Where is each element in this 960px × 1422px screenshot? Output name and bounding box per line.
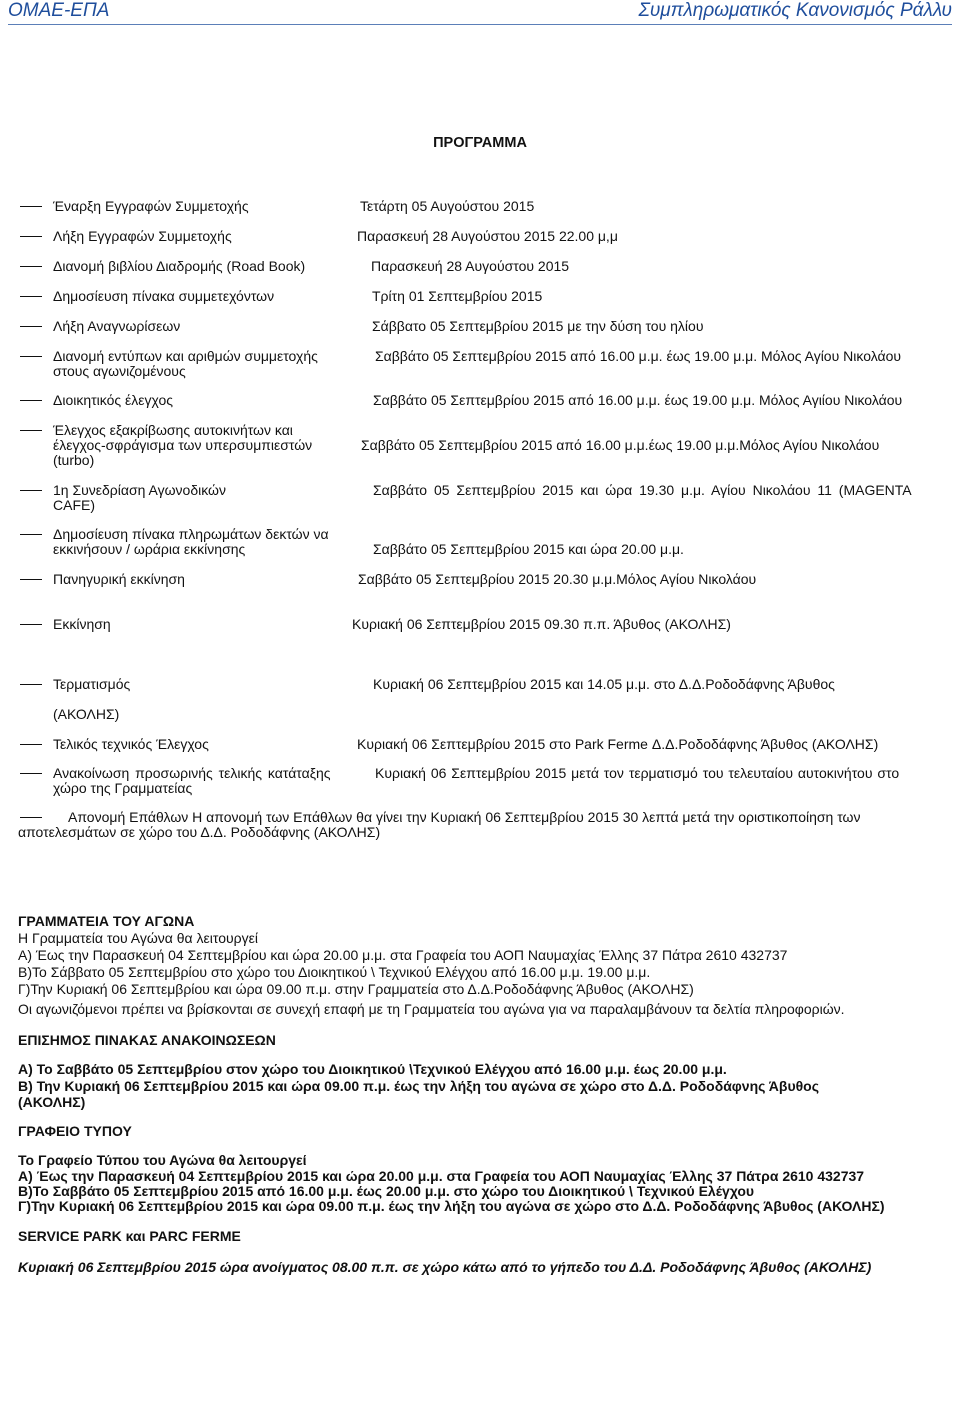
- schedule-value: Κυριακή 06 Σεπτεμβρίου 2015 μετά τον τερματισμό του τελευταίου αυτοκινήτου στο: [375, 765, 900, 781]
- schedule-label: Τερματισμός: [53, 676, 131, 692]
- secretariat-intro: Η Γραμματεία του Αγώνα θα λειτουργεί: [18, 930, 258, 946]
- dash-marker: [20, 236, 42, 237]
- schedule-value: Τετάρτη 05 Αυγούστου 2015: [360, 198, 535, 214]
- notice-board-line: (ΑΚΟΛΗΣ): [18, 1094, 86, 1110]
- schedule-value-cont: (ΑΚΟΛΗΣ): [53, 706, 120, 722]
- schedule-value: Κυριακή 06 Σεπτεμβρίου 2015 09.30 π.π. Άβυθος (ΑΚΟΛΗΣ): [352, 616, 731, 632]
- dash-marker: [20, 773, 42, 774]
- schedule-value: Σάββατο 05 Σεπτεμβρίου 2015 με την δύση του ηλίου: [372, 318, 704, 334]
- notice-board-heading: ΕΠΙΣΗΜΟΣ ΠΙΝΑΚΑΣ ΑΝΑΚΟΙΝΩΣΕΩΝ: [18, 1032, 276, 1048]
- press-office-intro: Το Γραφείο Τύπου του Αγώνα θα λειτουργεί: [18, 1152, 307, 1168]
- schedule-label: Δημοσίευση πίνακα πληρωμάτων δεκτών να: [53, 526, 329, 542]
- schedule-label: Διανομή βιβλίου Διαδρομής (Road Book): [53, 258, 306, 274]
- dash-marker: [20, 206, 42, 207]
- secretariat-note: Οι αγωνιζόμενοι πρέπει να βρίσκονται σε συνεχή επαφή με τη Γραμματεία του αγώνα για να παραλαμβάνουν τα δελτία πληροφοριών.: [18, 1001, 845, 1017]
- dash-marker: [20, 684, 42, 685]
- schedule-value: Σαββάτο 05 Σεπτεμβρίου 2015 από 16.00 μ.μ.έως 19.00 μ.μ.Μόλος Αγίου Νικολάου: [361, 437, 880, 453]
- schedule-value: Σαββάτο 05 Σεπτεμβρίου 2015 και ώρα 20.00 μ.μ.: [373, 541, 684, 557]
- schedule-value: Κυριακή 06 Σεπτεμβρίου 2015 και 14.05 μ.μ. στο Δ.Δ.Ροδοδάφνης Άβυθος: [373, 676, 835, 692]
- schedule-label: Λήξη Εγγραφών Συμμετοχής: [53, 228, 232, 244]
- secretariat-line: Β)Το Σάββατο 05 Σεπτεμβρίου στο χώρο του Διοικητικού \ Τεχνικού Ελέγχου από 16.00 μ.μ. 19.00 μ.μ.: [18, 964, 651, 980]
- schedule-label: Ανακοίνωση προσωρινής τελικής κατάταξης: [53, 765, 331, 781]
- dash-marker: [20, 490, 42, 491]
- schedule-label: Έλεγχος εξακρίβωσης αυτοκινήτων και: [53, 422, 293, 438]
- secretariat-heading: ΓΡΑΜΜΑΤΕΙΑ ΤΟΥ ΑΓΩΝΑ: [18, 913, 195, 929]
- schedule-label: έλεγχος-σφράγισμα των υπερσυμπιεστών: [53, 437, 313, 453]
- schedule-label: εκκινήσουν / ωράρια εκκίνησης: [53, 541, 246, 557]
- dash-marker: [20, 326, 42, 327]
- schedule-value: Σαββάτο 05 Σεπτεμβρίου 2015 και ώρα 19.30 μ.μ. Αγίου Νικολάου 11 (MAGENTA: [373, 482, 912, 498]
- schedule-label: Διοικητικός έλεγχος: [53, 392, 174, 408]
- service-park-heading: SERVICE PARK και PARC FERME: [18, 1228, 241, 1244]
- schedule-label: Λήξη Αναγνωρίσεων: [53, 318, 181, 334]
- press-office-line: Γ)Την Κυριακή 06 Σεπτεμβρίου 2015 και ώρα 09.00 π.μ. έως την λήξη του αγώνα σε χώρο στο Δ.Δ. Ροδοδάφνης Άβυθος (ΑΚΟΛΗΣ): [18, 1198, 885, 1214]
- secretariat-section: [18, 913, 948, 998]
- schedule-label: χώρο της Γραμματείας: [53, 780, 193, 796]
- schedule-value: Σαββάτο 05 Σεπτεμβρίου 2015 από 16.00 μ.μ. έως 19.00 μ.μ. Μόλος Αγίου Νικολάου: [375, 348, 902, 364]
- schedule-label: στους αγωνιζομένους: [53, 363, 186, 379]
- schedule-value: Σαββάτο 05 Σεπτεμβρίου 2015 από 16.00 μ.μ. έως 19.00 μ.μ. Μόλος Αγιίου Νικολάου: [373, 392, 903, 408]
- schedule-value: Σαββάτο 05 Σεπτεμβρίου 2015 20.30 μ.μ.Μόλος Αγίου Νικολάου: [358, 571, 757, 587]
- dash-marker: [20, 266, 42, 267]
- press-office-line: Β)Το Σαββάτο 05 Σεπτεμβρίου 2015 από 16.00 μ.μ. έως 20.00 μ.μ. στο χώρο του Διοικητικού \ Τεχνικού Ελέγχου: [18, 1183, 755, 1199]
- dash-marker: [20, 817, 42, 818]
- press-office-line: Α) Έως την Παρασκευή 04 Σεπτεμβρίου 2015 και ώρα 20.00 μ.μ. στα Γραφεία του ΑΟΠ Ναυμαχίας Έλλης 37 Πάτρα 2610 432737: [18, 1168, 865, 1184]
- header-divider: [8, 24, 952, 25]
- schedule-label: (turbo): [53, 452, 95, 468]
- schedule-label: 1η Συνεδρίαση Αγωνοδικών: [53, 482, 226, 498]
- schedule-label: Τελικός τεχνικός Έλεγχος: [53, 736, 209, 752]
- schedule-label: Εκκίνηση: [53, 616, 111, 632]
- schedule-value: Τρίτη 01 Σεπτεμβρίου 2015: [372, 288, 543, 304]
- secretariat-line: Γ)Την Κυριακή 06 Σεπτεμβρίου και ώρα 09.00 π.μ. στην Γραμματεία στο Δ.Δ.Ροδοδάφνης Άβυθος (ΑΚΟΛΗΣ): [18, 981, 694, 997]
- header-doc-title: Συμπληρωματικός Κανονισμός Ράλλυ: [638, 0, 952, 21]
- schedule-value: Παρασκευή 28 Αυγούστου 2015 22.00 μ,μ: [357, 228, 618, 244]
- dash-marker: [20, 624, 42, 625]
- dash-marker: [20, 400, 42, 401]
- awards-text: Απονομή Επάθλων Η απονομή των Επάθλων θα γίνει την Κυριακή 06 Σεπτεμβρίου 2015 30 λεπτά μετά την οριστικοποίηση των: [68, 809, 861, 825]
- page-title: ΠΡΟΓΡΑΜΜΑ: [433, 135, 527, 151]
- service-park-text: Κυριακή 06 Σεπτεμβρίου 2015 ώρα ανοίγματος 08.00 π.π. σε χώρο κάτω από το γήπεδο του Δ.Δ. Ροδοδάφνης Άβυθος (ΑΚΟΛΗΣ): [18, 1259, 872, 1275]
- dash-marker: [20, 296, 42, 297]
- notice-board-line: Β) Την Κυριακή 06 Σεπτεμβρίου 2015 και ώρα 09.00 π.μ. έως την λήξη του αγώνα σε χώρο στο Δ.Δ. Ροδοδάφνης Άβυθος: [18, 1078, 820, 1094]
- header-org: ΟΜΑΕ-ΕΠΑ: [8, 0, 110, 21]
- schedule-label: Διανομή εντύπων και αριθμών συμμετοχής: [53, 348, 318, 364]
- schedule-value: Παρασκευή 28 Αυγούστου 2015: [371, 258, 570, 274]
- schedule-value: Κυριακή 06 Σεπτεμβρίου 2015 στο Park Ferme Δ.Δ.Ροδοδάφνης Άβυθος (ΑΚΟΛΗΣ): [357, 736, 879, 752]
- schedule-label: CAFE): [53, 497, 95, 513]
- press-office-heading: ΓΡΑΦΕΙΟ ΤΥΠΟΥ: [18, 1123, 132, 1139]
- secretariat-line: Α) Έως την Παρασκευή 04 Σεπτεμβρίου και ώρα 20.00 μ.μ. στα Γραφεία του ΑΟΠ Ναυμαχίας Έλλης 37 Πάτρα 2610 432737: [18, 947, 788, 963]
- dash-marker: [20, 356, 42, 357]
- schedule-label: Έναρξη Εγγραφών Συμμετοχής: [53, 198, 249, 214]
- awards-text: αποτελεσμάτων σε χώρο του Δ.Δ. Ροδοδάφνης (ΑΚΟΛΗΣ): [18, 824, 381, 840]
- dash-marker: [20, 430, 42, 431]
- schedule-label: Δημοσίευση πίνακα συμμετεχόντων: [53, 288, 275, 304]
- dash-marker: [20, 534, 42, 535]
- notice-board-line: Α) Το Σαββάτο 05 Σεπτεμβρίου στον χώρο του Διοικητικού \Τεχνικού Ελέγχου από 16.00 μ.μ. έως 20.00 μ.μ.: [18, 1061, 727, 1077]
- schedule-label: Πανηγυρική εκκίνηση: [53, 571, 185, 587]
- dash-marker: [20, 744, 42, 745]
- dash-marker: [20, 579, 42, 580]
